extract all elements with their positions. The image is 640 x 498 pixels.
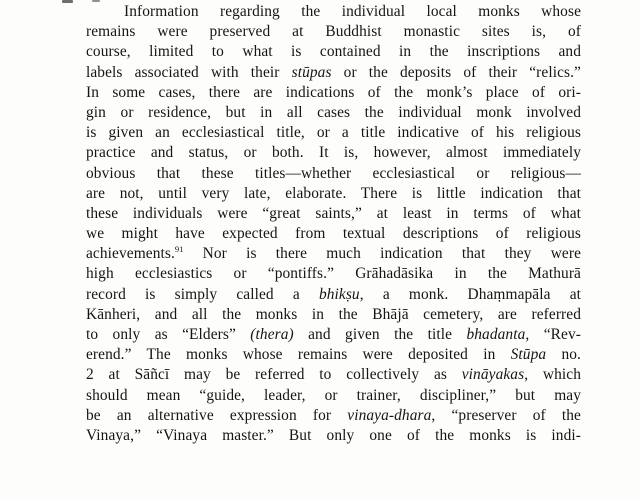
text-run: we might have expected from textual descriptions of religious [86, 225, 581, 243]
text-line [86, 164, 581, 184]
text-run: Information regarding the individual local monks whose [124, 3, 581, 20]
text-run: these individuals were “great saints,” at least in terms of what [86, 204, 581, 222]
text-line [86, 244, 581, 264]
cropped-line-fragment [62, 0, 73, 3]
text-line [86, 63, 581, 83]
text-run: no. [546, 346, 581, 364]
text-line [86, 22, 581, 42]
text-line [86, 264, 581, 284]
text-run: , “Rev- [525, 326, 581, 343]
text-run: erend.” The monks whose remains were deposited in [86, 346, 511, 364]
text-run: be an alternative expression for [86, 406, 348, 424]
text-line [86, 325, 581, 345]
text-run: 2 at Sāñcī may be referred to collectively as [86, 366, 462, 384]
text-run: remains were preserved at Buddhist monastic sites is, of [86, 23, 581, 41]
text-line [86, 285, 581, 305]
text-run: In some cases, there are indications of the monk’s place of ori- [86, 83, 581, 101]
text-line [86, 103, 581, 123]
text-line [86, 345, 581, 365]
text-run: record is simply called a [86, 285, 319, 303]
text-run: obvious that these titles—whether ecclesiastical or religious— [86, 164, 581, 182]
italic-term: stūpas [291, 63, 332, 81]
text-run: and given the title [293, 326, 467, 343]
text-line [86, 83, 581, 103]
text-run: are not, until very late, elaborate. There is little indication that [86, 184, 581, 202]
text-run: to only as “Elders” [86, 326, 251, 343]
text-run: Vinaya,” “Vinaya master.” But only one of the monks is indi- [86, 426, 581, 444]
text-run: Kānheri, and all the monks in the Bhājā cemetery, are referred [86, 305, 581, 323]
text-run: , “preserver of the [431, 406, 581, 424]
text-run: or the deposits of their “relics.” [331, 63, 581, 81]
italic-term: bhadanta [466, 326, 526, 343]
italic-term: vinaya-dhara [347, 406, 432, 424]
italic-term: vināyakas [461, 366, 525, 384]
text-line [86, 365, 581, 385]
text-line [86, 224, 581, 244]
text-run: labels associated with their [86, 63, 292, 81]
footnote-marker: 91 [174, 244, 184, 255]
text-line [86, 143, 581, 163]
text-line [86, 305, 581, 325]
text-line [86, 184, 581, 204]
text-line [86, 406, 581, 426]
text-run: is given an ecclesiastical title, or a title indicative of his religious [86, 124, 581, 142]
text-run: achievements. [86, 245, 175, 263]
text-line [86, 426, 581, 446]
text-line [86, 2, 581, 22]
paragraph [86, 2, 581, 446]
text-run: should mean “guide, leader, or trainer, discipliner,” but may [86, 386, 581, 404]
text-run: high ecclesiastics or “pontiffs.” Grāhadāsika in the Mathurā [86, 265, 581, 283]
italic-term: (thera) [250, 326, 294, 343]
text-run: gin or residence, but in all cases the individual monk involved [86, 103, 581, 121]
text-run: Nor is there much indication that they were [183, 245, 581, 263]
text-run: , a monk. Dhaṃmapāla at [359, 285, 581, 303]
text-line [86, 386, 581, 406]
text-run: course, limited to what is contained in the inscriptions and [86, 43, 581, 61]
text-line [86, 204, 581, 224]
text-run: practice and status, or both. It is, however, almost immediately [86, 144, 581, 162]
text-run: , which [524, 366, 581, 384]
text-line [86, 123, 581, 143]
text-line [86, 42, 581, 62]
italic-term: bhikṣu [318, 285, 360, 303]
italic-term: Stūpa [510, 346, 547, 364]
